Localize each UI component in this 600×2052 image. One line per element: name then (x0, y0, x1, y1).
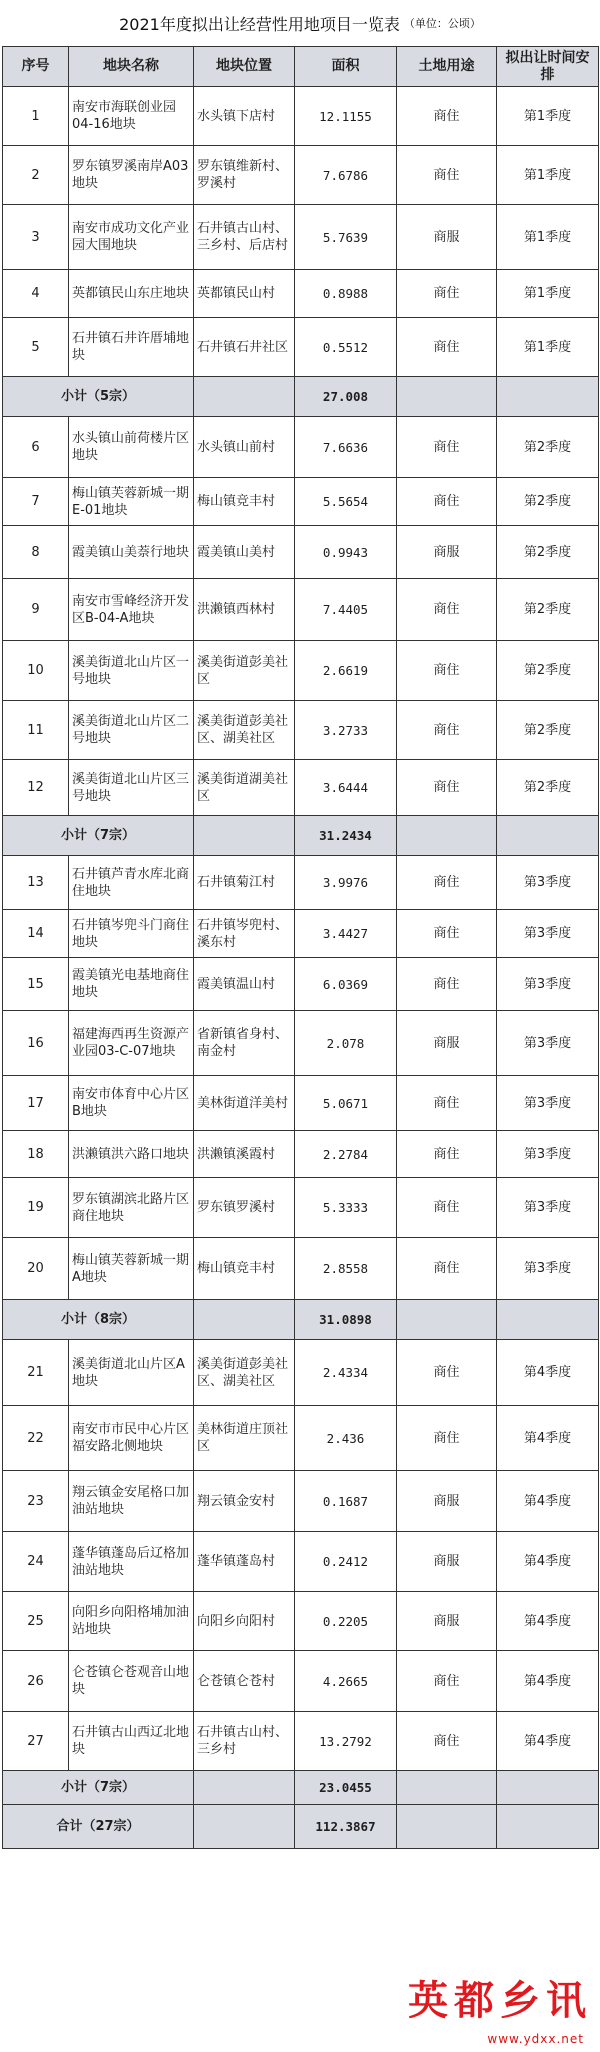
table-row (3, 1011, 599, 1076)
table-row (3, 205, 599, 270)
cell-area: 0.8988 (295, 270, 397, 318)
cell-name: 石井镇石井许厝埔地块 (69, 318, 194, 377)
cell-use: 商住 (397, 760, 497, 816)
cell-empty (497, 816, 599, 856)
subtotal-row (3, 1300, 599, 1340)
subtotal-area: 31.0898 (295, 1300, 397, 1340)
cell-location: 溪美街道湖美社区 (194, 760, 295, 816)
cell-empty (194, 1771, 295, 1805)
cell-time: 第3季度 (497, 1076, 599, 1131)
cell-empty (194, 1300, 295, 1340)
cell-no: 1 (3, 87, 69, 146)
cell-time: 第3季度 (497, 1238, 599, 1300)
table-row (3, 1076, 599, 1131)
table-row (3, 958, 599, 1011)
cell-no: 27 (3, 1712, 69, 1771)
cell-time: 第1季度 (497, 318, 599, 377)
cell-location: 溪美街道彭美社区 (194, 641, 295, 701)
cell-area: 3.6444 (295, 760, 397, 816)
cell-time: 第4季度 (497, 1532, 599, 1592)
cell-area: 3.2733 (295, 701, 397, 760)
cell-location: 美林街道庄顶社区 (194, 1406, 295, 1471)
cell-time: 第2季度 (497, 760, 599, 816)
table-row (3, 1178, 599, 1238)
cell-location: 蓬华镇蓬岛村 (194, 1532, 295, 1592)
cell-area: 5.5654 (295, 478, 397, 526)
cell-use: 商服 (397, 1471, 497, 1532)
cell-name: 溪美街道北山片区二号地块 (69, 701, 194, 760)
cell-no: 21 (3, 1340, 69, 1406)
header-location: 地块位置 (194, 47, 295, 87)
cell-no: 23 (3, 1471, 69, 1532)
cell-area: 3.9976 (295, 856, 397, 910)
table-row (3, 1131, 599, 1178)
cell-use: 商住 (397, 87, 497, 146)
table-row (3, 526, 599, 579)
cell-name: 英都镇民山东庄地块 (69, 270, 194, 318)
cell-use: 商服 (397, 526, 497, 579)
cell-use: 商住 (397, 270, 497, 318)
cell-time: 第3季度 (497, 910, 599, 958)
subtotal-label: 小计（5宗） (3, 377, 194, 417)
cell-time: 第3季度 (497, 1178, 599, 1238)
cell-no: 14 (3, 910, 69, 958)
subtotal-area: 23.0455 (295, 1771, 397, 1805)
cell-no: 6 (3, 417, 69, 478)
cell-area: 7.6636 (295, 417, 397, 478)
cell-use: 商住 (397, 417, 497, 478)
cell-empty (397, 1805, 497, 1849)
cell-use: 商住 (397, 701, 497, 760)
table-row (3, 856, 599, 910)
cell-no: 15 (3, 958, 69, 1011)
cell-location: 梅山镇竞丰村 (194, 478, 295, 526)
cell-use: 商住 (397, 856, 497, 910)
subtotal-area: 31.2434 (295, 816, 397, 856)
table-row (3, 478, 599, 526)
cell-no: 17 (3, 1076, 69, 1131)
cell-no: 11 (3, 701, 69, 760)
cell-name: 石井镇古山西辽北地块 (69, 1712, 194, 1771)
cell-location: 水头镇山前村 (194, 417, 295, 478)
table-row (3, 270, 599, 318)
cell-location: 省新镇省身村、南金村 (194, 1011, 295, 1076)
cell-no: 5 (3, 318, 69, 377)
cell-use: 商住 (397, 1131, 497, 1178)
cell-use: 商住 (397, 1651, 497, 1712)
cell-location: 水头镇下店村 (194, 87, 295, 146)
cell-area: 0.2205 (295, 1592, 397, 1651)
cell-no: 20 (3, 1238, 69, 1300)
table-row (3, 910, 599, 958)
cell-no: 9 (3, 579, 69, 641)
header-row (3, 47, 599, 87)
cell-use: 商住 (397, 579, 497, 641)
cell-area: 13.2792 (295, 1712, 397, 1771)
total-area: 112.3867 (295, 1805, 397, 1849)
cell-area: 12.1155 (295, 87, 397, 146)
cell-empty (194, 1805, 295, 1849)
table-row (3, 641, 599, 701)
cell-no: 4 (3, 270, 69, 318)
cell-name: 向阳乡向阳格埔加油站地块 (69, 1592, 194, 1651)
cell-area: 6.0369 (295, 958, 397, 1011)
cell-use: 商服 (397, 1011, 497, 1076)
cell-location: 石井镇古山村、三乡村、后店村 (194, 205, 295, 270)
title-text: 2021年度拟出让经营性用地项目一览表 (119, 14, 400, 34)
cell-use: 商住 (397, 641, 497, 701)
cell-time: 第1季度 (497, 270, 599, 318)
cell-empty (397, 377, 497, 417)
cell-time: 第4季度 (497, 1651, 599, 1712)
table-row (3, 1712, 599, 1771)
cell-location: 罗东镇维新村、罗溪村 (194, 146, 295, 205)
header-name: 地块名称 (69, 47, 194, 87)
cell-name: 霞美镇山美萘行地块 (69, 526, 194, 579)
cell-no: 25 (3, 1592, 69, 1651)
cell-location: 美林街道洋美村 (194, 1076, 295, 1131)
cell-use: 商住 (397, 1406, 497, 1471)
table-row (3, 146, 599, 205)
cell-area: 2.436 (295, 1406, 397, 1471)
cell-time: 第4季度 (497, 1340, 599, 1406)
unit-note: （单位：公顷） (403, 17, 481, 30)
cell-area: 5.0671 (295, 1076, 397, 1131)
cell-name: 罗东镇湖滨北路片区商住地块 (69, 1178, 194, 1238)
cell-area: 5.3333 (295, 1178, 397, 1238)
cell-no: 16 (3, 1011, 69, 1076)
cell-no: 7 (3, 478, 69, 526)
cell-no: 22 (3, 1406, 69, 1471)
cell-name: 洪濑镇洪六路口地块 (69, 1131, 194, 1178)
cell-empty (194, 816, 295, 856)
cell-name: 福建海西再生资源产业园03-C-07地块 (69, 1011, 194, 1076)
cell-area: 0.1687 (295, 1471, 397, 1532)
header-no: 序号 (3, 47, 69, 87)
cell-empty (497, 1805, 599, 1849)
cell-time: 第4季度 (497, 1592, 599, 1651)
cell-name: 石井镇芦青水库北商住地块 (69, 856, 194, 910)
table-row (3, 87, 599, 146)
total-row (3, 1805, 599, 1849)
header-time: 拟出让时间安排 (497, 47, 599, 87)
cell-time: 第1季度 (497, 146, 599, 205)
subtotal-label: 小计（7宗） (3, 816, 194, 856)
cell-use: 商住 (397, 1712, 497, 1771)
cell-time: 第2季度 (497, 478, 599, 526)
cell-empty (497, 1771, 599, 1805)
cell-empty (397, 816, 497, 856)
cell-time: 第1季度 (497, 87, 599, 146)
cell-name: 溪美街道北山片区一号地块 (69, 641, 194, 701)
cell-use: 商住 (397, 146, 497, 205)
cell-area: 2.078 (295, 1011, 397, 1076)
cell-area: 0.5512 (295, 318, 397, 377)
cell-name: 翔云镇金安尾格口加油站地块 (69, 1471, 194, 1532)
cell-area: 2.6619 (295, 641, 397, 701)
cell-use: 商服 (397, 1592, 497, 1651)
cell-name: 南安市市民中心片区福安路北侧地块 (69, 1406, 194, 1471)
cell-location: 石井镇菊江村 (194, 856, 295, 910)
cell-name: 霞美镇光电基地商住地块 (69, 958, 194, 1011)
cell-name: 南安市体育中心片区B地块 (69, 1076, 194, 1131)
cell-use: 商住 (397, 910, 497, 958)
cell-location: 溪美街道彭美社区、湖美社区 (194, 701, 295, 760)
subtotal-label: 小计（7宗） (3, 1771, 194, 1805)
subtotal-label: 小计（8宗） (3, 1300, 194, 1340)
cell-name: 南安市成功文化产业园大围地块 (69, 205, 194, 270)
cell-area: 5.7639 (295, 205, 397, 270)
cell-location: 溪美街道彭美社区、湖美社区 (194, 1340, 295, 1406)
cell-use: 商住 (397, 958, 497, 1011)
cell-name: 石井镇岑兜斗门商住地块 (69, 910, 194, 958)
cell-location: 梅山镇竞丰村 (194, 1238, 295, 1300)
cell-name: 梅山镇芙蓉新城一期A地块 (69, 1238, 194, 1300)
cell-no: 19 (3, 1178, 69, 1238)
cell-location: 霞美镇温山村 (194, 958, 295, 1011)
cell-name: 蓬华镇蓬岛后辽格加油站地块 (69, 1532, 194, 1592)
cell-location: 翔云镇金安村 (194, 1471, 295, 1532)
subtotal-row (3, 377, 599, 417)
cell-time: 第3季度 (497, 1011, 599, 1076)
cell-name: 水头镇山前荷楼片区地块 (69, 417, 194, 478)
cell-time: 第2季度 (497, 417, 599, 478)
table-row (3, 701, 599, 760)
cell-no: 2 (3, 146, 69, 205)
cell-location: 石井镇石井社区 (194, 318, 295, 377)
cell-time: 第1季度 (497, 205, 599, 270)
table-row (3, 1651, 599, 1712)
cell-empty (194, 377, 295, 417)
header-area: 面积 (295, 47, 397, 87)
table-row (3, 1532, 599, 1592)
cell-name: 仑苍镇仑苍观音山地块 (69, 1651, 194, 1712)
cell-time: 第3季度 (497, 1131, 599, 1178)
cell-name: 溪美街道北山片区三号地块 (69, 760, 194, 816)
cell-use: 商住 (397, 478, 497, 526)
cell-empty (397, 1300, 497, 1340)
cell-no: 10 (3, 641, 69, 701)
cell-use: 商住 (397, 1238, 497, 1300)
subtotal-area: 27.008 (295, 377, 397, 417)
cell-no: 12 (3, 760, 69, 816)
cell-area: 3.4427 (295, 910, 397, 958)
cell-location: 英都镇民山村 (194, 270, 295, 318)
cell-area: 2.4334 (295, 1340, 397, 1406)
cell-no: 8 (3, 526, 69, 579)
cell-time: 第3季度 (497, 856, 599, 910)
cell-location: 石井镇岑兜村、溪东村 (194, 910, 295, 958)
cell-use: 商住 (397, 1178, 497, 1238)
cell-time: 第2季度 (497, 579, 599, 641)
cell-use: 商住 (397, 1076, 497, 1131)
cell-use: 商服 (397, 205, 497, 270)
total-label: 合计（27宗） (3, 1805, 194, 1849)
table-row (3, 579, 599, 641)
header-use: 土地用途 (397, 47, 497, 87)
cell-location: 向阳乡向阳村 (194, 1592, 295, 1651)
cell-location: 洪濑镇溪霞村 (194, 1131, 295, 1178)
cell-no: 26 (3, 1651, 69, 1712)
cell-location: 石井镇古山村、三乡村 (194, 1712, 295, 1771)
table-row (3, 1406, 599, 1471)
cell-no: 24 (3, 1532, 69, 1592)
cell-name: 梅山镇芙蓉新城一期E-01地块 (69, 478, 194, 526)
table-row (3, 1592, 599, 1651)
cell-use: 商服 (397, 1532, 497, 1592)
table-row (3, 1471, 599, 1532)
cell-time: 第2季度 (497, 641, 599, 701)
cell-area: 0.9943 (295, 526, 397, 579)
cell-location: 霞美镇山美村 (194, 526, 295, 579)
cell-empty (497, 377, 599, 417)
site-url: www.ydxx.net (487, 2032, 584, 2046)
cell-no: 3 (3, 205, 69, 270)
cell-area: 4.2665 (295, 1651, 397, 1712)
table-row (3, 1238, 599, 1300)
cell-no: 13 (3, 856, 69, 910)
cell-location: 洪濑镇西林村 (194, 579, 295, 641)
cell-area: 7.4405 (295, 579, 397, 641)
cell-name: 溪美街道北山片区A地块 (69, 1340, 194, 1406)
table-row (3, 318, 599, 377)
cell-area: 7.6786 (295, 146, 397, 205)
subtotal-row (3, 1771, 599, 1805)
cell-time: 第2季度 (497, 526, 599, 579)
cell-area: 2.8558 (295, 1238, 397, 1300)
cell-time: 第4季度 (497, 1712, 599, 1771)
cell-time: 第4季度 (497, 1406, 599, 1471)
table-row (3, 1340, 599, 1406)
cell-time: 第4季度 (497, 1471, 599, 1532)
cell-time: 第2季度 (497, 701, 599, 760)
table-row (3, 760, 599, 816)
cell-location: 罗东镇罗溪村 (194, 1178, 295, 1238)
table-title (0, 0, 600, 46)
cell-empty (397, 1771, 497, 1805)
cell-empty (497, 1300, 599, 1340)
cell-time: 第3季度 (497, 958, 599, 1011)
subtotal-row (3, 816, 599, 856)
cell-use: 商住 (397, 1340, 497, 1406)
cell-area: 2.2784 (295, 1131, 397, 1178)
site-logo-watermark: 英都乡讯 (408, 1977, 592, 2024)
land-plan-table (2, 46, 599, 1849)
cell-name: 南安市海联创业园04-16地块 (69, 87, 194, 146)
cell-area: 0.2412 (295, 1532, 397, 1592)
cell-name: 南安市雪峰经济开发区B-04-A地块 (69, 579, 194, 641)
cell-location: 仑苍镇仑苍村 (194, 1651, 295, 1712)
table-row (3, 417, 599, 478)
cell-name: 罗东镇罗溪南岸A03地块 (69, 146, 194, 205)
cell-no: 18 (3, 1131, 69, 1178)
cell-use: 商住 (397, 318, 497, 377)
